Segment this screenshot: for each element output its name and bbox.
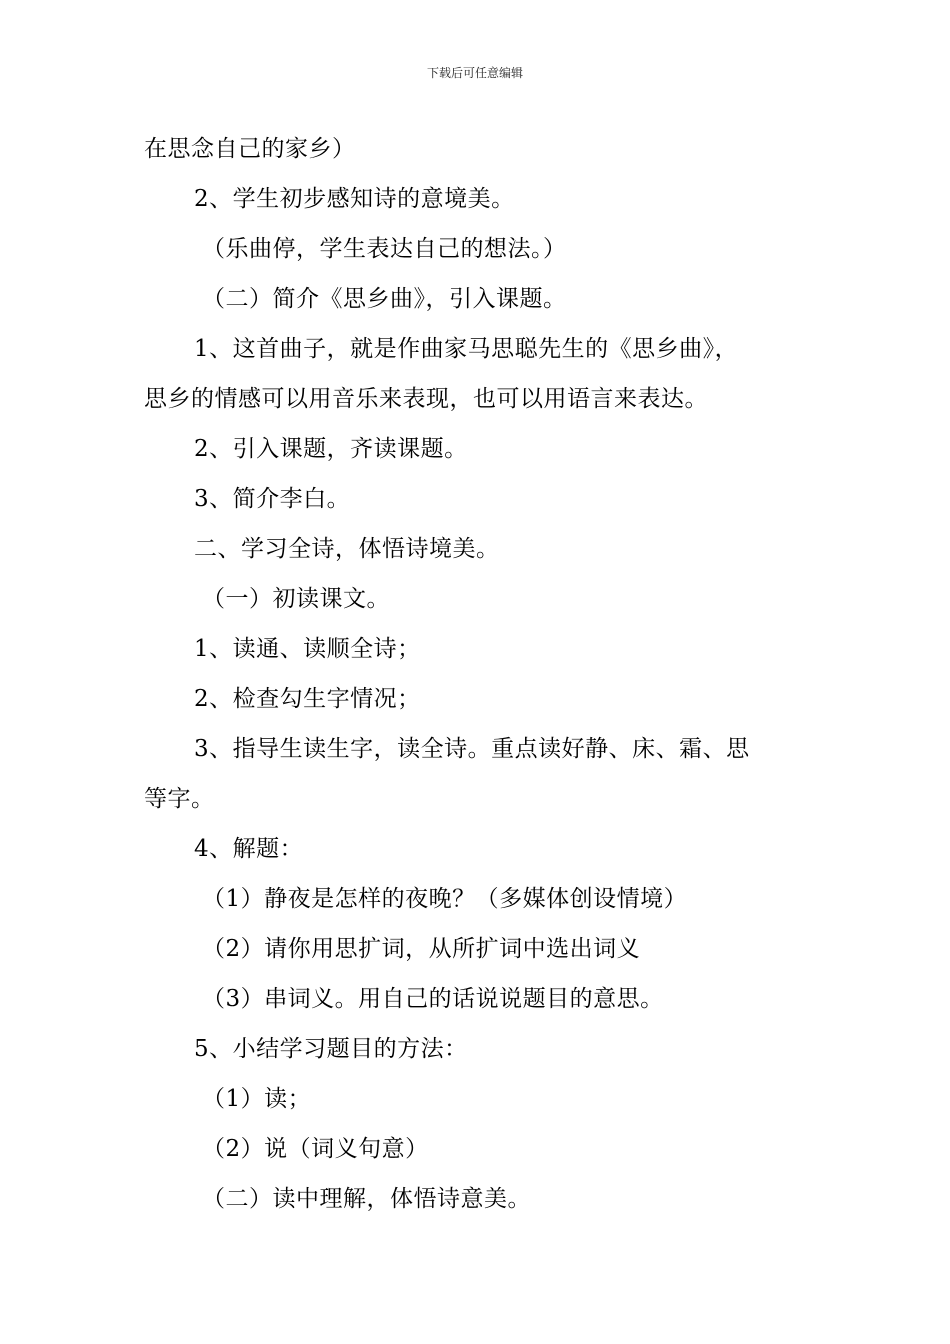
paragraph: 2、引入课题，齐读课题。 [194,436,468,462]
paragraph: 4、解题： [194,836,304,862]
paragraph: 在思念自己的家乡） [144,136,356,162]
paragraph: （乐曲停，学生表达自己的想法。） [202,236,567,262]
paragraph: （1）读； [202,1086,312,1112]
paragraph: （二）简介《思乡曲》，引入课题。 [202,286,567,312]
paragraph: 1、这首曲子，就是作曲家马思聪先生的《思乡曲》， [194,336,739,362]
paragraph: 3、指导生读生字，读全诗。重点读好静、床、霜、思 [194,736,750,762]
paragraph: 思乡的情感可以用音乐来表现，也可以用语言来表达。 [144,386,708,412]
paragraph: 3、简介李白。 [194,486,351,512]
paragraph: （1）静夜是怎样的夜晚？（多媒体创设情境） [202,886,688,912]
paragraph: （2）请你用思扩词，从所扩词中选出词义 [202,936,641,962]
paragraph: （2）说（词义句意） [202,1136,429,1162]
paragraph: 2、学生初步感知诗的意境美。 [194,186,515,212]
paragraph: 二、学习全诗，体悟诗境美。 [194,536,500,562]
page-header: 下载后可任意编辑 [426,66,523,80]
paragraph: 5、小结学习题目的方法： [194,1036,468,1062]
paragraph: （3）串词义。用自己的话说说题目的意思。 [202,986,664,1012]
paragraph: 2、检查勾生字情况； [194,686,421,712]
paragraph: 1、读通、读顺全诗； [194,636,421,662]
paragraph: （二）读中理解，体悟诗意美。 [202,1186,531,1212]
paragraph: 等字。 [144,786,215,812]
paragraph: （一）初读课文。 [202,586,390,612]
document-body [144,124,814,1224]
